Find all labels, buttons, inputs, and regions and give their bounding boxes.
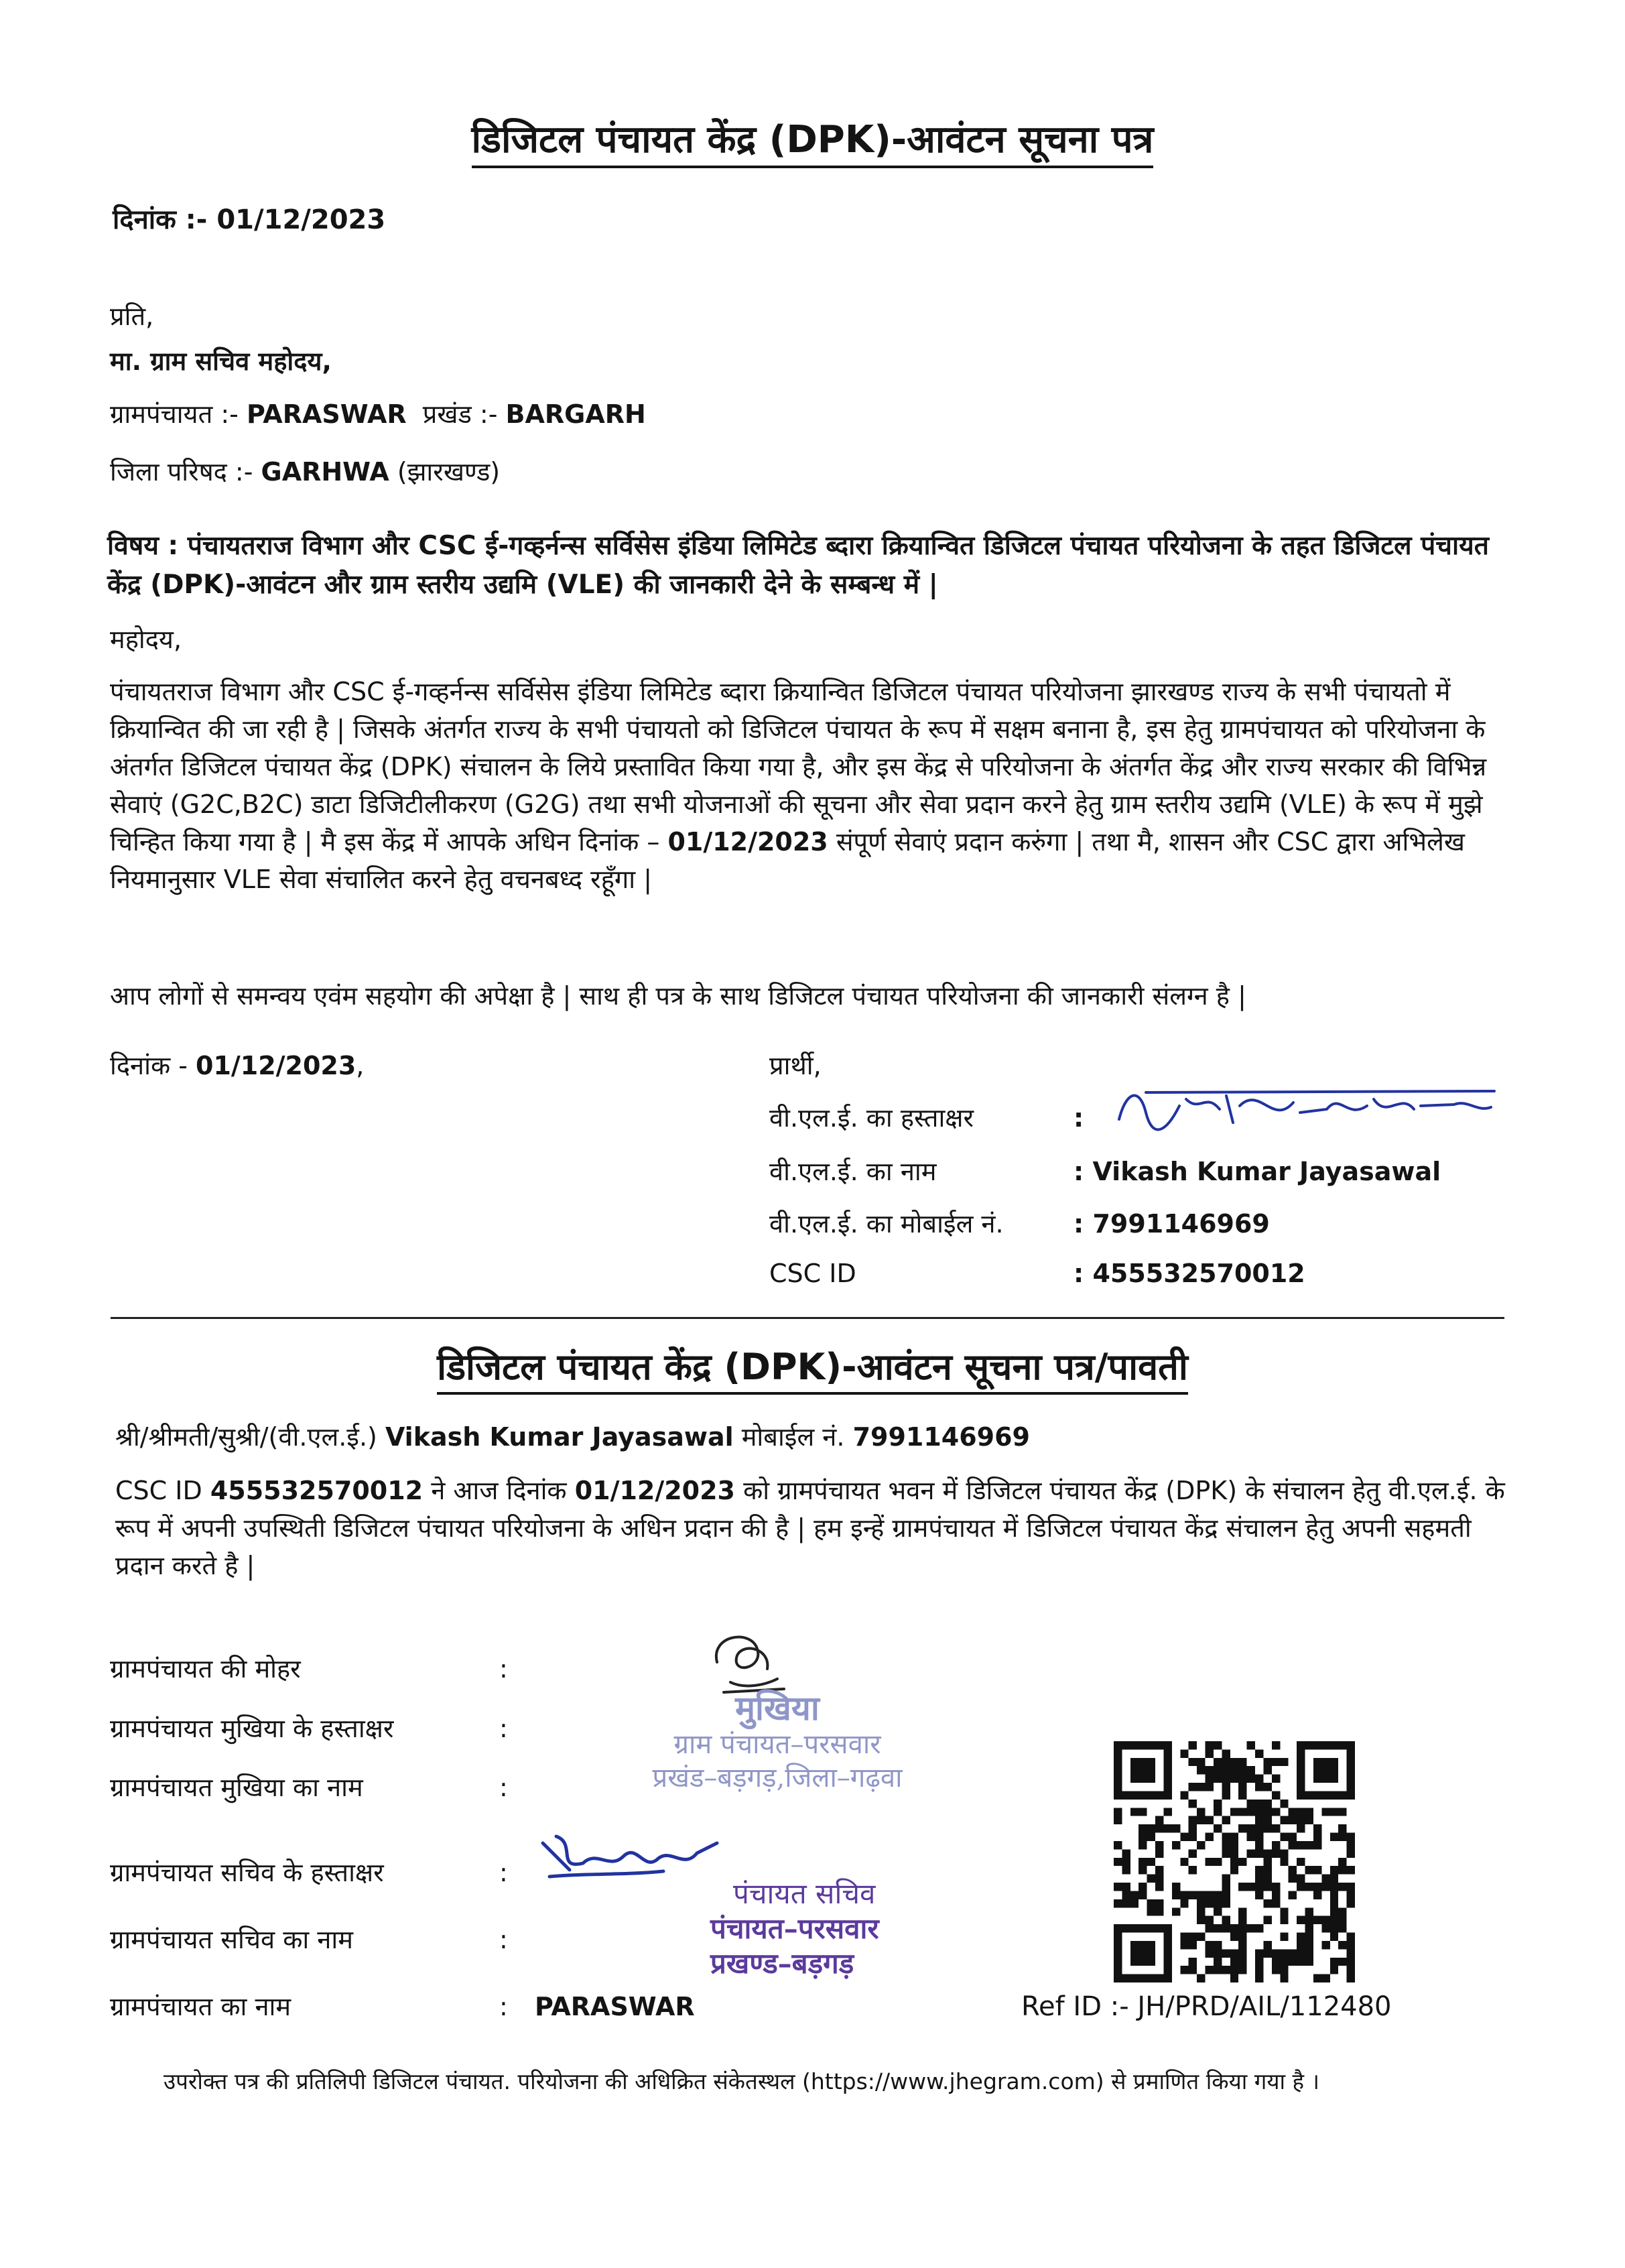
receipt-title: डिजिटल पंचायत केंद्र (DPK)-आवंटन सूचना पत्र/पावती (0, 1340, 1625, 1390)
field-sachiv-name-colon: : (499, 1925, 508, 1954)
body-closing: आप लोगों से समन्वय एवंम सहयोग की अपेक्षा है | साथ ही पत्र के साथ डिजिटल पंचायत परियोजना की जानकारी संलग्न है | (110, 981, 1246, 1011)
receipt-vle-line: श्री/श्रीमती/सुश्री/(वी.एल.ई.) Vikash Kumar Jayasawal मोबाईल नं. 7991146969 (115, 1422, 1030, 1452)
ref-id: Ref ID :- JH/PRD/AIL/112480 (1021, 1991, 1392, 2022)
vle-name-label: वी.एल.ई. का नाम (769, 1157, 937, 1186)
field-mukhiya-sign-colon: : (499, 1714, 508, 1743)
section-divider (111, 1317, 1504, 1319)
vle-signature (1106, 1072, 1508, 1146)
vle-sign-label: वी.एल.ई. का हस्ताक्षर (769, 1103, 974, 1133)
sachiv-stamp: पंचायत सचिव पंचायत–परसवार प्रखण्ड–बड़गड़ (710, 1877, 879, 1980)
field-gp-name-colon: : (499, 1992, 508, 2021)
body-paragraph: पंचायतराज विभाग और CSC ई-गव्हर्नन्स सर्विसेस इंडिया लिमिटेड ब्दारा क्रियान्वित डिजिटल पंचायत परियोजना झारखण्ड राज्य के सभी पंचायतो में क्रियान्वित की जा रही है | जिसके अंतर्गत राज्य के सभी पंचायतो को डिजिटल पंचायत के रूप में सक्षम बनाना है, इस हेतु ग्रामपंचायत को परियोजना के अंतर्गत डिजिटल पंचायत केंद्र (DPK) संचालन के लिये प्रस्तावित किया गया है, और इस केंद्र से परियोजना के अंतर्गत केंद्र और राज्य सरकार की विभिन्न सेवाएं (G2C,B2C) डाटा डिजिटीलीकरण (G2G) तथा सभी योजनाओं की सूचना और सेवा प्रदान करने हेतु ग्राम स्तरीय उद्यमि (VLE) के रूप में मुझे चिन्हित किया गया है | मै इस केंद्र में आपके अधिन दिनांक – 01/12/2023 संपूर्ण सेवाएं प्रदान करुंगा | तथा मै, शासन और CSC द्वारा अभिलेख नियमानुसार VLE सेवा संचालित करने हेतु वचनबध्द रहूँगा | (110, 677, 1487, 894)
page-title: डिजिटल पंचायत केंद्र (DPK)-आवंटन सूचना पत्र (0, 113, 1625, 164)
qr-code (1114, 1741, 1355, 1982)
salutation: महोदय, (110, 625, 182, 654)
mukhiya-stamp: मुखिया ग्राम पंचायत–परसवार प्रखंड–बड़गड़,जिला–गढ़वा (652, 1688, 903, 1793)
field-sachiv-sign-label: ग्रामपंचायत सचिव के हस्ताक्षर (110, 1858, 384, 1887)
district-line: जिला परिषद :- GARHWA (झारखण्ड) (110, 457, 501, 487)
vle-mobile-value: : 7991146969 (1074, 1209, 1270, 1239)
vle-csc-value: : 455532570012 (1074, 1259, 1305, 1288)
vle-name-value: : Vikash Kumar Jayasawal (1074, 1157, 1441, 1186)
bottom-date: दिनांक - 01/12/2023, (110, 1051, 365, 1080)
to-line: प्रति, (110, 302, 154, 331)
receipt-paragraph: CSC ID 455532570012 ने आज दिनांक 01/12/2023 को ग्रामपंचायत भवन में डिजिटल पंचायत केंद्र (DPK) के संचालन हेतु वी.एल.ई. के रूप में अपनी उपस्थिती डिजिटल पंचायत परियोजना के अधिन प्रदान की है | हम इन्हें ग्रामपंचायत में डिजिटल पंचायत केंद्र संचालन हेतु अपनी सहमती प्रदान करते है | (115, 1476, 1505, 1580)
vle-sign-colon: : (1074, 1103, 1084, 1133)
field-gp-name-value: PARASWAR (535, 1992, 695, 2021)
vle-csc-label: CSC ID (769, 1259, 856, 1288)
subject: विषय : पंचायतराज विभाग और CSC ई-गव्हर्नन्स सर्विसेस इंडिया लिमिटेड ब्दारा क्रियान्वित डिजिटल पंचायत परियोजना के तहत डिजिटल पंचायत केंद्र (DPK)-आवंटन और ग्राम स्तरीय उद्यमि (VLE) की जानकारी देने के सम्बन्ध में | (107, 531, 1489, 600)
applicant-label: प्रार्थी, (769, 1051, 822, 1080)
top-date: दिनांक :- 01/12/2023 (113, 204, 386, 235)
field-mukhiya-name-colon: : (499, 1773, 508, 1802)
vle-mobile-label: वी.एल.ई. का मोबाईल नं. (769, 1209, 1004, 1239)
field-mukhiya-name-label: ग्रामपंचायत मुखिया का नाम (110, 1773, 363, 1802)
sachiv-signature (529, 1823, 730, 1897)
field-gp-name-label: ग्रामपंचायत का नाम (110, 1992, 291, 2021)
addressee: मा. ग्राम सचिव महोदय, (110, 346, 332, 376)
field-sachiv-name-label: ग्रामपंचायत सचिव का नाम (110, 1925, 353, 1954)
field-seal-label: ग्रामपंचायत की मोहर (110, 1654, 301, 1684)
field-sachiv-sign-colon: : (499, 1858, 508, 1887)
footer-note: उपरोक्त पत्र की प्रतिलिपी डिजिटल पंचायत. परियोजना की अधिक्रित संकेतस्थल (https://www.jhegram.com) से प्रमाणित किया गया है । (164, 2068, 1320, 2094)
field-mukhiya-sign-label: ग्रामपंचायत मुखिया के हस्ताक्षर (110, 1714, 394, 1743)
gram-panchayat-line: ग्रामपंचायत :- PARASWAR प्रखंड :- BARGARH (110, 399, 646, 429)
field-seal-colon: : (499, 1654, 508, 1684)
